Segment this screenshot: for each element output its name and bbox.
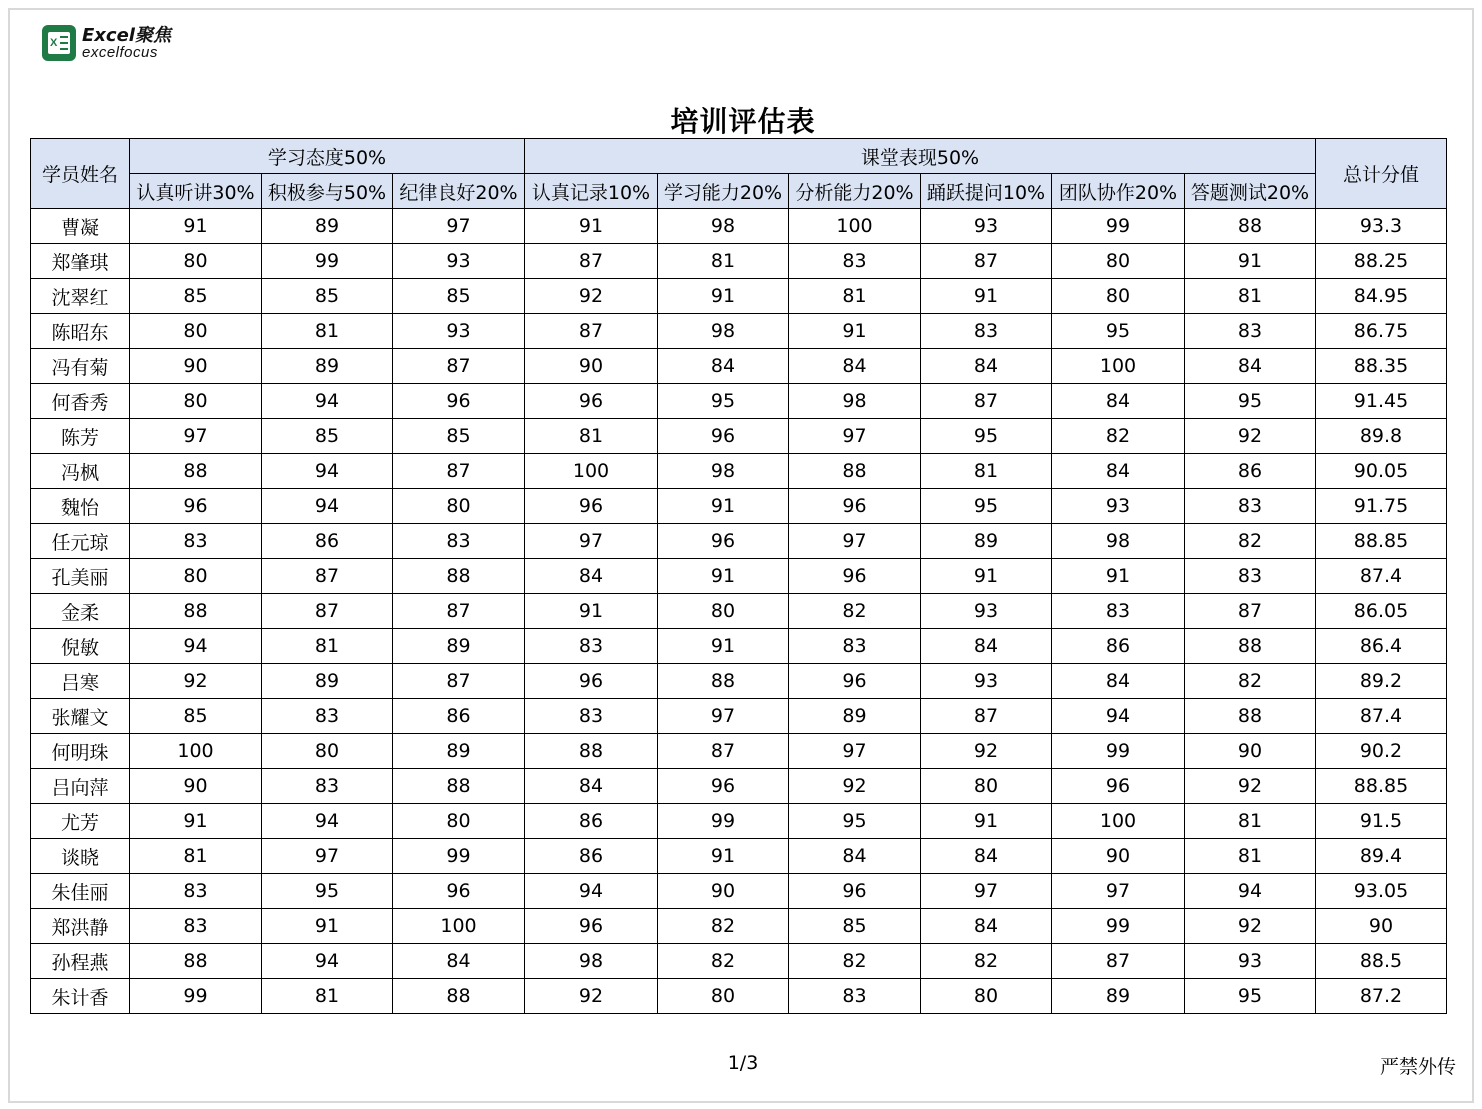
score-cell: 97: [393, 209, 525, 244]
score-cell: 90: [658, 874, 789, 909]
document-page: [8, 8, 1474, 1103]
score-cell: 93: [921, 664, 1052, 699]
total-score-cell: 88.35: [1316, 349, 1447, 384]
score-cell: 88: [393, 769, 525, 804]
score-cell: 80: [130, 244, 262, 279]
score-cell: 88: [130, 944, 262, 979]
table-row: [31, 979, 1447, 1014]
score-cell: 87: [658, 734, 789, 769]
score-cell: 88: [1185, 699, 1316, 734]
header-col: 认真记录10%: [525, 174, 658, 209]
score-cell: 91: [921, 559, 1052, 594]
page-number: 1/3: [727, 1052, 759, 1074]
student-name-cell: 谈晓: [31, 839, 130, 874]
score-cell: 83: [1185, 559, 1316, 594]
score-cell: 83: [130, 909, 262, 944]
score-cell: 92: [1185, 419, 1316, 454]
score-cell: 83: [130, 874, 262, 909]
header-group-attitude: 学习态度50%: [130, 139, 525, 174]
score-cell: 100: [789, 209, 921, 244]
score-cell: 83: [262, 699, 393, 734]
score-cell: 85: [130, 279, 262, 314]
score-cell: 92: [130, 664, 262, 699]
score-cell: 83: [525, 699, 658, 734]
score-cell: 98: [658, 209, 789, 244]
score-cell: 94: [1185, 874, 1316, 909]
total-score-cell: 91.75: [1316, 489, 1447, 524]
score-cell: 88: [393, 559, 525, 594]
score-cell: 85: [789, 909, 921, 944]
score-cell: 86: [393, 699, 525, 734]
score-cell: 87: [393, 454, 525, 489]
student-name-cell: 金柔: [31, 594, 130, 629]
score-cell: 80: [658, 979, 789, 1014]
score-cell: 91: [130, 804, 262, 839]
score-cell: 98: [658, 454, 789, 489]
score-cell: 87: [921, 699, 1052, 734]
score-cell: 95: [789, 804, 921, 839]
student-name-cell: 沈翠红: [31, 279, 130, 314]
score-cell: 99: [1052, 209, 1185, 244]
score-cell: 87: [393, 594, 525, 629]
logo-brand-text: Excel聚焦: [82, 24, 171, 46]
score-cell: 86: [525, 804, 658, 839]
student-name-cell: 尤芳: [31, 804, 130, 839]
score-cell: 99: [658, 804, 789, 839]
score-cell: 89: [789, 699, 921, 734]
total-score-cell: 86.4: [1316, 629, 1447, 664]
score-cell: 82: [1052, 419, 1185, 454]
table-row: [31, 244, 1447, 279]
score-cell: 83: [1052, 594, 1185, 629]
score-cell: 84: [921, 629, 1052, 664]
header-col: 认真听讲30%: [130, 174, 262, 209]
logo-sub-text: excelfocus: [82, 43, 158, 61]
score-cell: 83: [789, 629, 921, 664]
score-cell: 93: [393, 314, 525, 349]
score-cell: 81: [921, 454, 1052, 489]
table-row: [31, 489, 1447, 524]
score-cell: 84: [525, 559, 658, 594]
score-cell: 92: [525, 279, 658, 314]
score-cell: 82: [658, 909, 789, 944]
score-cell: 96: [525, 489, 658, 524]
score-cell: 94: [262, 384, 393, 419]
score-cell: 87: [262, 594, 393, 629]
score-cell: 97: [130, 419, 262, 454]
score-cell: 91: [658, 279, 789, 314]
score-cell: 96: [525, 909, 658, 944]
table-row: [31, 874, 1447, 909]
score-cell: 83: [789, 979, 921, 1014]
score-cell: 100: [1052, 804, 1185, 839]
score-cell: 87: [525, 244, 658, 279]
score-cell: 81: [1185, 279, 1316, 314]
student-name-cell: 陈芳: [31, 419, 130, 454]
table-row: [31, 349, 1447, 384]
score-cell: 91: [658, 629, 789, 664]
score-cell: 93: [921, 594, 1052, 629]
student-name-cell: 郑肇琪: [31, 244, 130, 279]
score-cell: 100: [130, 734, 262, 769]
score-cell: 95: [921, 419, 1052, 454]
score-cell: 85: [262, 279, 393, 314]
score-cell: 85: [262, 419, 393, 454]
total-score-cell: 90.05: [1316, 454, 1447, 489]
student-name-cell: 朱计香: [31, 979, 130, 1014]
score-cell: 85: [393, 419, 525, 454]
total-score-cell: 93.05: [1316, 874, 1447, 909]
score-cell: 99: [1052, 734, 1185, 769]
score-cell: 98: [789, 384, 921, 419]
score-cell: 87: [921, 244, 1052, 279]
brand-logo: [42, 24, 171, 62]
score-cell: 80: [1052, 244, 1185, 279]
table-row: [31, 909, 1447, 944]
score-cell: 82: [921, 944, 1052, 979]
score-cell: 89: [393, 629, 525, 664]
score-cell: 90: [130, 349, 262, 384]
score-cell: 91: [525, 594, 658, 629]
evaluation-table: [30, 138, 1447, 1014]
score-cell: 80: [262, 734, 393, 769]
score-cell: 84: [921, 349, 1052, 384]
score-cell: 93: [921, 209, 1052, 244]
header-col: 答题测试20%: [1185, 174, 1316, 209]
score-cell: 90: [130, 769, 262, 804]
total-score-cell: 87.2: [1316, 979, 1447, 1014]
score-cell: 83: [1185, 489, 1316, 524]
score-cell: 96: [393, 384, 525, 419]
table-row: [31, 559, 1447, 594]
total-score-cell: 88.85: [1316, 524, 1447, 559]
header-col: 学习能力20%: [658, 174, 789, 209]
score-cell: 97: [789, 524, 921, 559]
score-cell: 96: [525, 384, 658, 419]
score-cell: 94: [262, 944, 393, 979]
score-cell: 91: [921, 279, 1052, 314]
score-cell: 87: [393, 349, 525, 384]
score-cell: 83: [525, 629, 658, 664]
header-col: 纪律良好20%: [393, 174, 525, 209]
score-cell: 87: [393, 664, 525, 699]
score-cell: 91: [1185, 244, 1316, 279]
score-cell: 83: [1185, 314, 1316, 349]
total-score-cell: 89.8: [1316, 419, 1447, 454]
score-cell: 95: [658, 384, 789, 419]
score-cell: 87: [262, 559, 393, 594]
score-cell: 91: [525, 209, 658, 244]
header-col: 团队协作20%: [1052, 174, 1185, 209]
score-cell: 91: [658, 559, 789, 594]
score-cell: 80: [130, 559, 262, 594]
score-cell: 92: [789, 769, 921, 804]
total-score-cell: 88.5: [1316, 944, 1447, 979]
score-cell: 95: [1185, 384, 1316, 419]
table-row: [31, 454, 1447, 489]
score-cell: 84: [1052, 454, 1185, 489]
score-cell: 96: [789, 489, 921, 524]
score-cell: 88: [130, 594, 262, 629]
score-cell: 100: [1052, 349, 1185, 384]
score-cell: 90: [1052, 839, 1185, 874]
score-cell: 89: [921, 524, 1052, 559]
score-cell: 97: [1052, 874, 1185, 909]
score-cell: 94: [262, 804, 393, 839]
total-score-cell: 86.05: [1316, 594, 1447, 629]
table-row: [31, 839, 1447, 874]
score-cell: 92: [525, 979, 658, 1014]
score-cell: 89: [262, 664, 393, 699]
total-score-cell: 88.85: [1316, 769, 1447, 804]
total-score-cell: 91.45: [1316, 384, 1447, 419]
score-cell: 84: [1052, 664, 1185, 699]
score-cell: 91: [262, 909, 393, 944]
student-name-cell: 吕寒: [31, 664, 130, 699]
score-cell: 91: [658, 489, 789, 524]
score-cell: 96: [393, 874, 525, 909]
score-cell: 80: [130, 384, 262, 419]
total-score-cell: 93.3: [1316, 209, 1447, 244]
score-cell: 94: [262, 489, 393, 524]
score-cell: 89: [262, 349, 393, 384]
score-cell: 81: [262, 629, 393, 664]
table-row: [31, 279, 1447, 314]
score-cell: 97: [921, 874, 1052, 909]
page-title: 培训评估表: [670, 105, 816, 138]
score-cell: 96: [658, 769, 789, 804]
score-cell: 94: [1052, 699, 1185, 734]
score-cell: 89: [1052, 979, 1185, 1014]
score-cell: 87: [525, 314, 658, 349]
score-cell: 80: [393, 804, 525, 839]
student-name-cell: 冯枫: [31, 454, 130, 489]
score-cell: 81: [525, 419, 658, 454]
score-cell: 97: [525, 524, 658, 559]
score-cell: 88: [525, 734, 658, 769]
score-cell: 92: [921, 734, 1052, 769]
score-cell: 98: [525, 944, 658, 979]
score-cell: 96: [1052, 769, 1185, 804]
score-cell: 83: [393, 524, 525, 559]
score-cell: 81: [130, 839, 262, 874]
score-cell: 80: [658, 594, 789, 629]
student-name-cell: 曹凝: [31, 209, 130, 244]
score-cell: 95: [1052, 314, 1185, 349]
header-name: 学员姓名: [31, 139, 130, 209]
score-cell: 96: [130, 489, 262, 524]
total-score-cell: 84.95: [1316, 279, 1447, 314]
score-cell: 97: [262, 839, 393, 874]
score-cell: 81: [262, 314, 393, 349]
score-cell: 95: [921, 489, 1052, 524]
total-score-cell: 87.4: [1316, 699, 1447, 734]
score-cell: 94: [262, 454, 393, 489]
score-cell: 91: [789, 314, 921, 349]
score-cell: 81: [262, 979, 393, 1014]
total-score-cell: 90.2: [1316, 734, 1447, 769]
score-cell: 83: [921, 314, 1052, 349]
score-cell: 82: [789, 944, 921, 979]
score-cell: 97: [789, 734, 921, 769]
score-cell: 88: [130, 454, 262, 489]
score-cell: 80: [921, 979, 1052, 1014]
score-cell: 81: [658, 244, 789, 279]
student-name-cell: 陈昭东: [31, 314, 130, 349]
score-cell: 83: [789, 244, 921, 279]
score-cell: 80: [130, 314, 262, 349]
score-cell: 88: [1185, 629, 1316, 664]
total-score-cell: 91.5: [1316, 804, 1447, 839]
header-col: 积极参与50%: [262, 174, 393, 209]
score-cell: 96: [789, 874, 921, 909]
table-row: [31, 314, 1447, 349]
score-cell: 88: [393, 979, 525, 1014]
score-cell: 88: [658, 664, 789, 699]
header-group-performance: 课堂表现50%: [525, 139, 1316, 174]
score-cell: 92: [1185, 769, 1316, 804]
excel-icon: X: [42, 25, 76, 61]
table-row: [31, 769, 1447, 804]
score-cell: 84: [393, 944, 525, 979]
score-cell: 99: [130, 979, 262, 1014]
score-cell: 84: [525, 769, 658, 804]
score-cell: 86: [1052, 629, 1185, 664]
score-cell: 93: [1052, 489, 1185, 524]
score-cell: 99: [1052, 909, 1185, 944]
student-name-cell: 朱佳丽: [31, 874, 130, 909]
score-cell: 97: [658, 699, 789, 734]
score-cell: 82: [1185, 664, 1316, 699]
table-row: [31, 594, 1447, 629]
score-cell: 90: [1185, 734, 1316, 769]
score-cell: 98: [658, 314, 789, 349]
score-cell: 85: [130, 699, 262, 734]
score-cell: 86: [1185, 454, 1316, 489]
table-row: [31, 804, 1447, 839]
score-cell: 87: [1052, 944, 1185, 979]
student-name-cell: 魏怡: [31, 489, 130, 524]
student-name-cell: 何明珠: [31, 734, 130, 769]
score-cell: 80: [1052, 279, 1185, 314]
score-cell: 87: [1185, 594, 1316, 629]
score-cell: 98: [1052, 524, 1185, 559]
table-row: [31, 524, 1447, 559]
score-cell: 99: [262, 244, 393, 279]
score-cell: 81: [1185, 804, 1316, 839]
table-row: [31, 734, 1447, 769]
score-cell: 100: [525, 454, 658, 489]
total-score-cell: 87.4: [1316, 559, 1447, 594]
score-cell: 96: [789, 664, 921, 699]
score-cell: 97: [789, 419, 921, 454]
student-name-cell: 何香秀: [31, 384, 130, 419]
student-name-cell: 冯有菊: [31, 349, 130, 384]
table-row: [31, 664, 1447, 699]
score-cell: 91: [658, 839, 789, 874]
student-name-cell: 郑洪静: [31, 909, 130, 944]
score-cell: 100: [393, 909, 525, 944]
table-row: [31, 384, 1447, 419]
table-row: [31, 944, 1447, 979]
student-name-cell: 孔美丽: [31, 559, 130, 594]
header-total: 总计分值: [1316, 139, 1447, 209]
score-cell: 86: [525, 839, 658, 874]
total-score-cell: 90: [1316, 909, 1447, 944]
table-row: [31, 699, 1447, 734]
score-cell: 84: [658, 349, 789, 384]
score-cell: 86: [262, 524, 393, 559]
score-cell: 82: [658, 944, 789, 979]
table-row: [31, 209, 1447, 244]
header-col: 分析能力20%: [789, 174, 921, 209]
score-cell: 96: [525, 664, 658, 699]
score-cell: 85: [393, 279, 525, 314]
score-cell: 96: [658, 419, 789, 454]
score-cell: 91: [130, 209, 262, 244]
score-cell: 81: [789, 279, 921, 314]
table-row: [31, 419, 1447, 454]
score-cell: 83: [262, 769, 393, 804]
score-cell: 91: [1052, 559, 1185, 594]
score-cell: 96: [789, 559, 921, 594]
score-cell: 87: [921, 384, 1052, 419]
score-cell: 84: [921, 909, 1052, 944]
score-cell: 84: [789, 839, 921, 874]
score-cell: 80: [921, 769, 1052, 804]
score-cell: 83: [130, 524, 262, 559]
student-name-cell: 吕向萍: [31, 769, 130, 804]
student-name-cell: 张耀文: [31, 699, 130, 734]
score-cell: 92: [1185, 909, 1316, 944]
total-score-cell: 89.4: [1316, 839, 1447, 874]
student-name-cell: 任元琼: [31, 524, 130, 559]
student-name-cell: 倪敏: [31, 629, 130, 664]
score-cell: 89: [262, 209, 393, 244]
score-cell: 82: [1185, 524, 1316, 559]
total-score-cell: 88.25: [1316, 244, 1447, 279]
score-cell: 93: [1185, 944, 1316, 979]
score-cell: 80: [393, 489, 525, 524]
score-cell: 84: [1185, 349, 1316, 384]
score-cell: 84: [789, 349, 921, 384]
footer-note: 严禁外传: [1379, 1056, 1456, 1078]
score-cell: 94: [525, 874, 658, 909]
score-cell: 96: [658, 524, 789, 559]
total-score-cell: 86.75: [1316, 314, 1447, 349]
score-cell: 82: [789, 594, 921, 629]
score-cell: 84: [1052, 384, 1185, 419]
score-cell: 81: [1185, 839, 1316, 874]
score-cell: 89: [393, 734, 525, 769]
score-cell: 91: [921, 804, 1052, 839]
score-cell: 88: [1185, 209, 1316, 244]
score-cell: 95: [262, 874, 393, 909]
total-score-cell: 89.2: [1316, 664, 1447, 699]
score-cell: 84: [921, 839, 1052, 874]
table-row: [31, 629, 1447, 664]
score-cell: 94: [130, 629, 262, 664]
header-col: 踊跃提问10%: [921, 174, 1052, 209]
student-name-cell: 孙程燕: [31, 944, 130, 979]
score-cell: 88: [789, 454, 921, 489]
score-cell: 93: [393, 244, 525, 279]
score-cell: 99: [393, 839, 525, 874]
score-cell: 95: [1185, 979, 1316, 1014]
score-cell: 90: [525, 349, 658, 384]
